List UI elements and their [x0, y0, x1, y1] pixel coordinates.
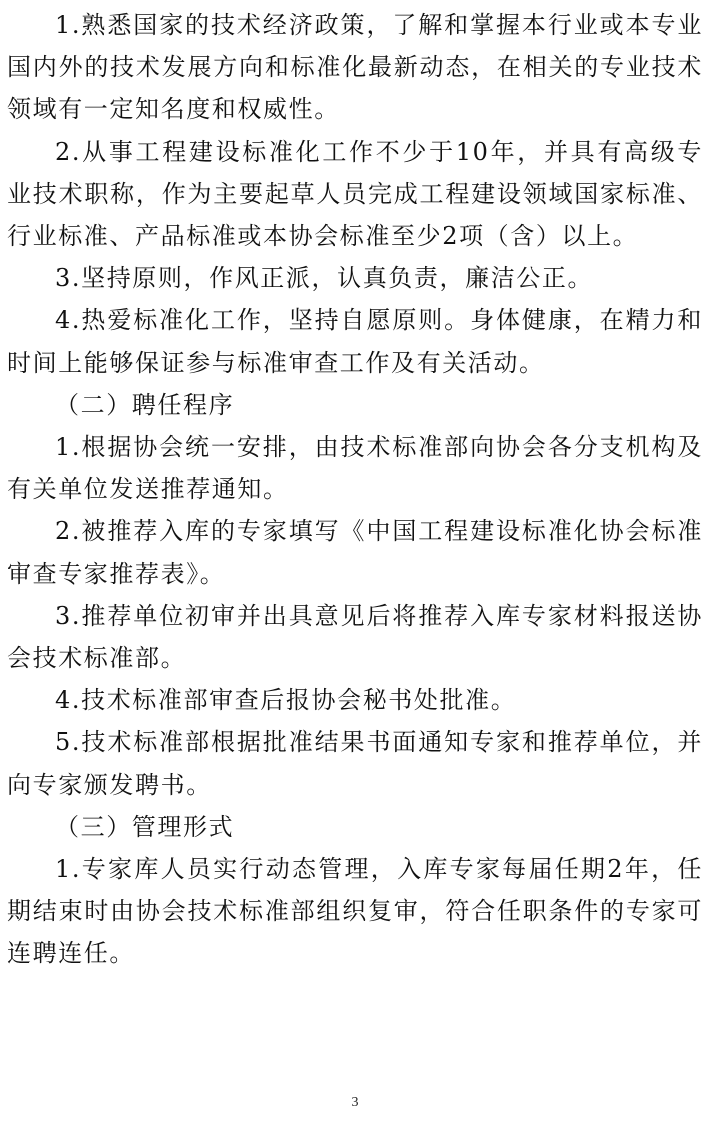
- paragraph-procedure-5: 5.技术标准部根据批准结果书面通知专家和推荐单位，并向专家颁发聘书。: [7, 728, 703, 799]
- page-number: 3: [351, 1095, 359, 1110]
- document-body: [7, 4, 703, 975]
- paragraph-qualification-2: 2.从事工程建设标准化工作不少于10年，并具有高级专业技术职称，作为主要起草人员完成工程建设领域国家标准、行业标准、产品标准或本协会标准至少2项（含）以上。: [7, 137, 703, 251]
- section-heading-management-form: （三）管理形式: [55, 812, 235, 841]
- paragraph-procedure-3: 3.推荐单位初审并出具意见后将推荐入库专家材料报送协会技术标准部。: [7, 601, 703, 673]
- paragraph-procedure-2: 2.被推荐入库的专家填写《中国工程建设标准化协会标准审查专家推荐表》。: [7, 517, 703, 588]
- paragraph-management-1: 1.专家库人员实行动态管理，入库专家每届任期2年，任期结束时由协会技术标准部组织复审，符合任职条件的专家可连聘连任。: [7, 855, 703, 968]
- paragraph-procedure-4: 4.技术标准部审查后报协会秘书处批准。: [55, 686, 517, 715]
- paragraph-qualification-4: 4.热爱标准化工作，坚持自愿原则。身体健康，在精力和时间上能够保证参与标准审查工作及有关活动。: [7, 306, 703, 377]
- paragraph-qualification-1: 1.熟悉国家的技术经济政策，了解和掌握本行业或本专业国内外的技术发展方向和标准化最新动态，在相关的专业技术领域有一定知名度和权威性。: [7, 11, 703, 124]
- paragraph-qualification-3: 3.坚持原则，作风正派，认真负责，廉洁公正。: [55, 264, 594, 293]
- paragraph-procedure-1: 1.根据协会统一安排，由技术标准部向协会各分支机构及有关单位发送推荐通知。: [7, 433, 703, 504]
- section-heading-appointment-procedure: （二）聘任程序: [55, 390, 235, 419]
